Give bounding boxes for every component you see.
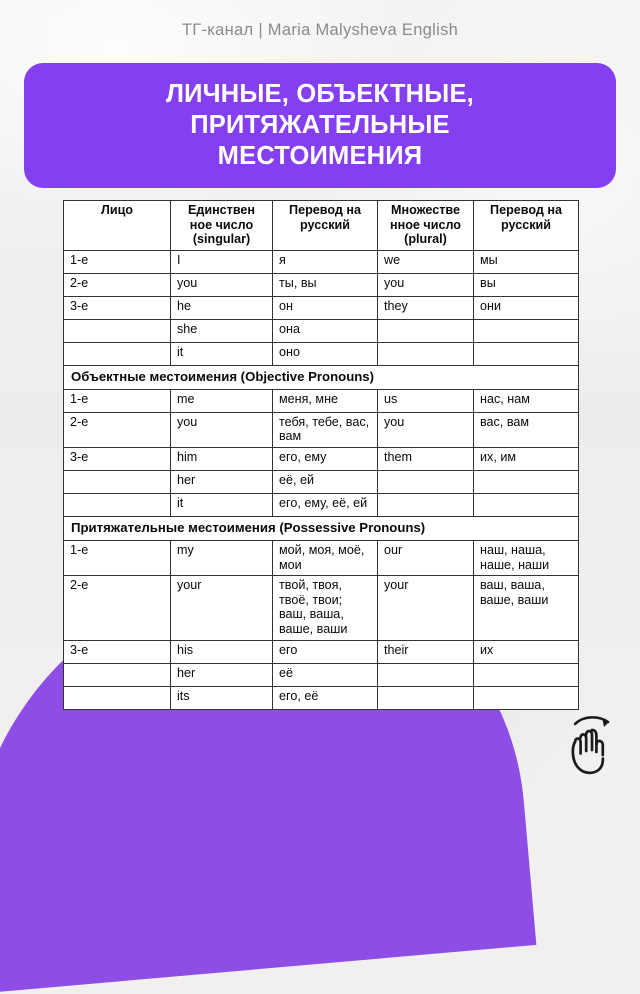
cell-plural bbox=[378, 342, 474, 365]
table-body bbox=[64, 250, 579, 709]
cell-person: 2-е bbox=[64, 273, 171, 296]
cell-plural-translation: вас, вам bbox=[474, 412, 579, 447]
cell-singular-translation: его bbox=[273, 640, 378, 663]
table-row bbox=[64, 342, 579, 365]
column-header-singular-line-2: ное число bbox=[189, 217, 254, 232]
cell-plural-translation bbox=[474, 470, 579, 493]
cell-plural: you bbox=[378, 273, 474, 296]
title-line-3: МЕСТОИМЕНИЯ bbox=[217, 142, 423, 170]
cell-singular-translation: его, ему bbox=[273, 447, 378, 470]
cell-singular-translation: его, её bbox=[273, 686, 378, 709]
cell-plural-translation bbox=[474, 319, 579, 342]
cell-plural: our bbox=[378, 540, 474, 575]
table-row bbox=[64, 319, 579, 342]
cell-plural: we bbox=[378, 250, 474, 273]
column-header-singular bbox=[171, 201, 273, 251]
cell-plural-translation: вы bbox=[474, 273, 579, 296]
cell-person: 1-е bbox=[64, 540, 171, 575]
title-line-1: ЛИЧНЫЕ, ОБЪЕКТНЫЕ, bbox=[166, 80, 474, 108]
column-header-person-line-1: Лицо bbox=[100, 203, 133, 217]
column-header-plural-translation-line-2: русский bbox=[500, 217, 551, 232]
section-header-label-possessive: Притяжательные местоимения (Possessive Pronouns) bbox=[64, 516, 579, 540]
pronoun-table bbox=[63, 200, 579, 710]
table-row bbox=[64, 250, 579, 273]
cell-plural: us bbox=[378, 389, 474, 412]
swipe-hand-icon bbox=[542, 710, 616, 784]
cell-person bbox=[64, 493, 171, 516]
cell-plural-translation bbox=[474, 493, 579, 516]
cell-singular-translation: твой, твоя, твоё, твои; ваш, ваша, ваше, ваши bbox=[273, 576, 378, 640]
column-header-singular-line-1: Единствен bbox=[187, 203, 256, 217]
cell-singular-translation: тебя, тебе, вас, вам bbox=[273, 412, 378, 447]
table-row bbox=[64, 576, 579, 640]
column-header-plural bbox=[378, 201, 474, 251]
cell-plural-translation: нас, нам bbox=[474, 389, 579, 412]
cell-singular-translation: оно bbox=[273, 342, 378, 365]
cell-plural: them bbox=[378, 447, 474, 470]
cell-singular: my bbox=[171, 540, 273, 575]
cell-plural-translation: ваш, ваша, ваше, ваши bbox=[474, 576, 579, 640]
cell-plural bbox=[378, 470, 474, 493]
cell-singular-translation: его, ему, её, ей bbox=[273, 493, 378, 516]
cell-plural-translation: их, им bbox=[474, 447, 579, 470]
table-row bbox=[64, 389, 579, 412]
cell-plural: they bbox=[378, 296, 474, 319]
section-header-label-objective: Объектные местоимения (Objective Pronouns) bbox=[64, 365, 579, 389]
cell-singular: you bbox=[171, 412, 273, 447]
cell-singular: me bbox=[171, 389, 273, 412]
table-row bbox=[64, 663, 579, 686]
cell-singular-translation: её, ей bbox=[273, 470, 378, 493]
column-header-plural-line-2: нное число bbox=[390, 217, 461, 232]
cell-person: 1-е bbox=[64, 389, 171, 412]
column-header-person bbox=[64, 201, 171, 251]
column-header-plural-translation-line-1: Перевод на bbox=[490, 203, 562, 217]
cell-singular: her bbox=[171, 470, 273, 493]
section-header-row-possessive bbox=[64, 516, 579, 540]
cell-person bbox=[64, 342, 171, 365]
table-row bbox=[64, 296, 579, 319]
cell-person bbox=[64, 686, 171, 709]
cell-plural: their bbox=[378, 640, 474, 663]
cell-person bbox=[64, 663, 171, 686]
cell-singular-translation: ты, вы bbox=[273, 273, 378, 296]
cell-person: 2-е bbox=[64, 412, 171, 447]
cell-plural-translation bbox=[474, 663, 579, 686]
cell-singular: its bbox=[171, 686, 273, 709]
cell-person: 3-е bbox=[64, 296, 171, 319]
cell-plural bbox=[378, 493, 474, 516]
cell-person bbox=[64, 319, 171, 342]
section-header-row-objective bbox=[64, 365, 579, 389]
cell-singular: it bbox=[171, 493, 273, 516]
cell-singular: he bbox=[171, 296, 273, 319]
cell-plural: your bbox=[378, 576, 474, 640]
cell-singular: it bbox=[171, 342, 273, 365]
table-row bbox=[64, 273, 579, 296]
title-banner bbox=[24, 63, 616, 188]
column-header-plural-line-3: (plural) bbox=[404, 232, 447, 247]
cell-singular: his bbox=[171, 640, 273, 663]
title-line-2: ПРИТЯЖАТЕЛЬНЫЕ bbox=[190, 111, 450, 139]
cell-plural-translation bbox=[474, 686, 579, 709]
table-row bbox=[64, 540, 579, 575]
cell-singular: I bbox=[171, 250, 273, 273]
cell-person: 1-е bbox=[64, 250, 171, 273]
cell-plural: you bbox=[378, 412, 474, 447]
cell-plural-translation: их bbox=[474, 640, 579, 663]
cell-plural-translation: наш, наша, наше, наши bbox=[474, 540, 579, 575]
table-row bbox=[64, 640, 579, 663]
cell-person: 3-е bbox=[64, 640, 171, 663]
cell-singular-translation: меня, мне bbox=[273, 389, 378, 412]
table-row bbox=[64, 470, 579, 493]
cell-singular-translation: он bbox=[273, 296, 378, 319]
cell-plural-translation: они bbox=[474, 296, 579, 319]
table-row bbox=[64, 686, 579, 709]
channel-credit: ТГ-канал | Maria Malysheva English bbox=[181, 21, 459, 39]
cell-singular-translation: её bbox=[273, 663, 378, 686]
cell-person: 2-е bbox=[64, 576, 171, 640]
column-header-plural-translation bbox=[474, 201, 579, 251]
cell-person: 3-е bbox=[64, 447, 171, 470]
cell-singular: she bbox=[171, 319, 273, 342]
column-header-singular-translation-line-2: русский bbox=[299, 217, 350, 232]
cell-plural-translation: мы bbox=[474, 250, 579, 273]
table-row bbox=[64, 412, 579, 447]
column-header-plural-line-1: Множестве bbox=[391, 203, 460, 217]
cell-singular-translation: я bbox=[273, 250, 378, 273]
cell-singular: him bbox=[171, 447, 273, 470]
cell-singular-translation: она bbox=[273, 319, 378, 342]
cell-singular: your bbox=[171, 576, 273, 640]
table-header-row bbox=[64, 201, 579, 251]
table-row bbox=[64, 447, 579, 470]
cell-plural bbox=[378, 319, 474, 342]
cell-plural bbox=[378, 663, 474, 686]
cell-singular: her bbox=[171, 663, 273, 686]
cell-singular: you bbox=[171, 273, 273, 296]
column-header-singular-translation bbox=[273, 201, 378, 251]
column-header-singular-line-3: (singular) bbox=[192, 232, 251, 247]
cell-person bbox=[64, 470, 171, 493]
cell-singular-translation: мой, моя, моё, мои bbox=[273, 540, 378, 575]
pronoun-table-container bbox=[63, 200, 578, 710]
table-row bbox=[64, 493, 579, 516]
cell-plural-translation bbox=[474, 342, 579, 365]
cell-plural bbox=[378, 686, 474, 709]
column-header-singular-translation-line-1: Перевод на bbox=[289, 203, 361, 217]
